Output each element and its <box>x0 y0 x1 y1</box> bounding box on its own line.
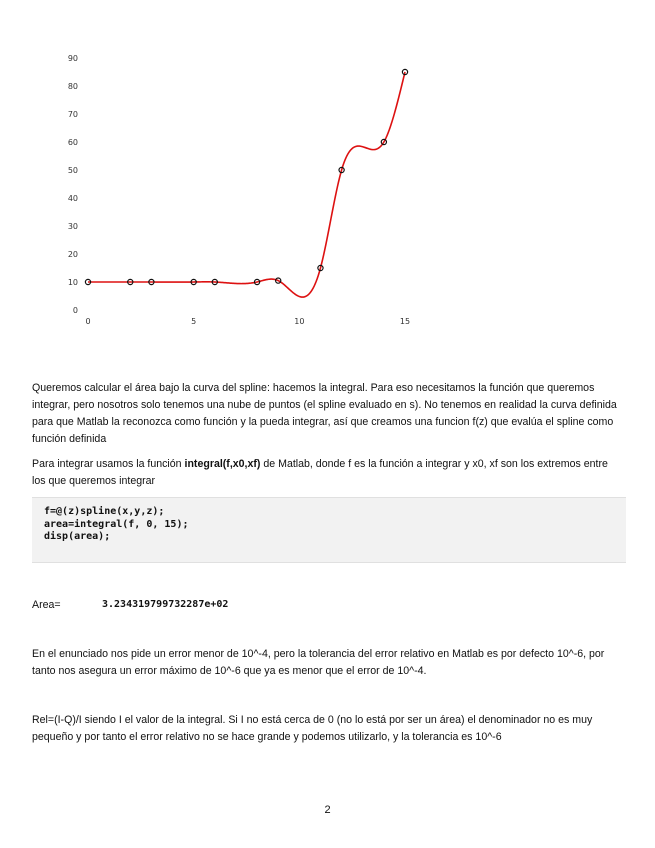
spline-curve <box>88 72 405 297</box>
page-number: 2 <box>324 804 331 816</box>
y-tick-label: 50 <box>67 166 78 175</box>
y-tick-label: 70 <box>67 110 78 119</box>
code-block <box>32 497 626 563</box>
code-text: f=@(z)spline(x,y,z); area=integral(f, 0, 15); disp(area); <box>44 506 189 542</box>
output-label: Area= <box>32 599 61 611</box>
spline-chart <box>60 48 420 338</box>
y-tick-label: 90 <box>67 54 78 63</box>
paragraph-integral-text-1: Para integrar usamos la función <box>32 458 185 470</box>
x-tick-label: 5 <box>191 317 197 326</box>
data-points <box>85 69 407 284</box>
paragraph-tolerance: En el enunciado nos pide un error menor de 10^-4, pero la tolerancia del error relativo en Matlab es por defecto 10^-6, por tanto nos asegura un error máximo de 10^-6 que ya es menor que el error de 10^-4. <box>32 648 605 677</box>
paragraph-integral-text-2: de Matlab, donde f es la función a integrar y x0, xf son los extremos entre los que queremos integrar <box>32 458 608 487</box>
y-tick-label: 20 <box>67 250 78 259</box>
integral-function-name: integral(f,x0,xf) <box>184 458 261 470</box>
x-tick-label: 15 <box>399 317 411 326</box>
output-value: 3.234319799732287e+02 <box>102 599 229 610</box>
paragraph-relative-error: Rel=(I-Q)/I siendo I el valor de la integral. Si I no está cerca de 0 (no lo está por ser un área) el denominador no es muy pequeño y por tanto el error relativo no se hace grande y podemos utilizarlo, y la tolerancia es 10^-6 <box>32 714 593 743</box>
y-tick-label: 10 <box>67 278 78 287</box>
y-tick-label: 40 <box>67 194 78 203</box>
y-axis-ticks <box>68 54 78 315</box>
y-tick-label: 80 <box>67 82 78 91</box>
paragraph-integral <box>32 456 622 490</box>
paragraph-spline-area: Queremos calcular el área bajo la curva del spline: hacemos la integral. Para eso necesitamos la función que queremos integrar, pero nosotros solo tenemos una nube de puntos (el spline evaluado en s). No tenemos en realidad la curva definida para que Matlab la reconozca como función y la pueda integrar, así que creamos una funcion f(z) que evalúa el spline como función definida <box>32 382 617 445</box>
y-tick-label: 0 <box>72 306 78 315</box>
x-tick-label: 10 <box>294 317 305 326</box>
x-tick-label: 0 <box>85 317 91 326</box>
x-axis-ticks <box>85 317 410 326</box>
y-tick-label: 30 <box>67 222 78 231</box>
y-tick-label: 60 <box>67 138 78 147</box>
